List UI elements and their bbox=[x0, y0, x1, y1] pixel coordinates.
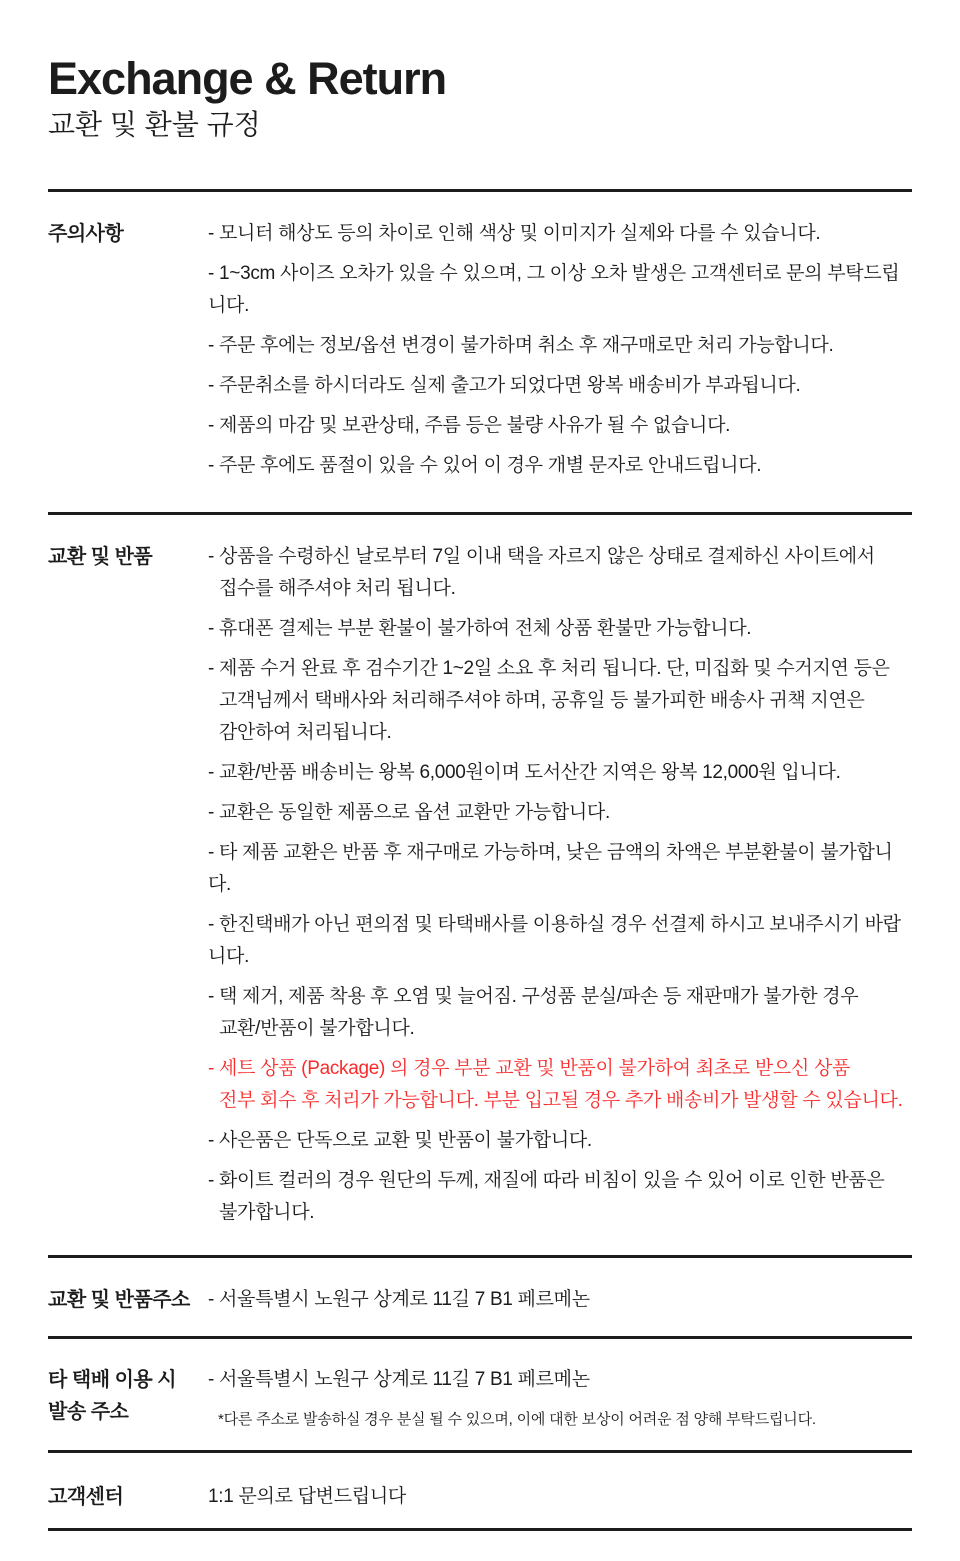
policy-paragraph bbox=[208, 981, 912, 1045]
section-return-address-body bbox=[208, 1284, 912, 1316]
exchange-return-policy-page bbox=[0, 54, 960, 1561]
section-other-courier-body bbox=[208, 1364, 912, 1436]
policy-line: - 한진택배가 아닌 편의점 및 타택배사를 이용하실 경우 선결제 하시고 보내주시기 바랍니다. bbox=[208, 914, 901, 968]
section-exchange-return bbox=[48, 515, 912, 1255]
section-other-courier-label-line1: 타 택배 이용 시 bbox=[48, 1369, 177, 1392]
policy-line: - 주문취소를 하시더라도 실제 출고가 되었다면 왕복 배송비가 부과됩니다. bbox=[208, 375, 801, 397]
courier-address-line: - 서울특별시 노원구 상계로 11길 7 B1 페르메논 bbox=[208, 1369, 590, 1391]
section-exchange-label: 교환 및 반품 bbox=[48, 546, 153, 569]
page-title: Exchange & Return bbox=[48, 53, 447, 104]
section-notice-label: 주의사항 bbox=[48, 223, 124, 246]
policy-paragraph-package-warning bbox=[208, 1053, 912, 1117]
policy-line: - 주문 후에는 정보/옵션 변경이 불가하며 취소 후 재구매로만 처리 가능합니다. bbox=[208, 335, 834, 357]
policy-paragraph bbox=[208, 837, 912, 901]
courier-address-note: *다른 주소로 발송하실 경우 분실 될 수 있으며, 이에 대한 보상이 어려운 점 양해 부탁드립니다. bbox=[218, 1411, 816, 1429]
policy-line: - 타 제품 교환은 반품 후 재구매로 가능하며, 낮은 금액의 차액은 부분환불이 불가합니다. bbox=[208, 842, 893, 896]
policy-paragraph bbox=[208, 1165, 912, 1229]
policy-line: 교환/반품이 불가합니다. bbox=[219, 1018, 415, 1040]
section-customer-center bbox=[48, 1453, 912, 1528]
policy-line: - 휴대폰 결제는 부분 환불이 불가하여 전체 상품 환불만 가능합니다. bbox=[208, 618, 752, 640]
policy-line: 접수를 해주셔야 처리 됩니다. bbox=[219, 578, 456, 600]
section-return-address bbox=[48, 1258, 912, 1336]
policy-line: - 택 제거, 제품 착용 후 오염 및 늘어짐. 구성품 분실/파손 등 재판매가 불가한 경우 bbox=[208, 986, 859, 1008]
policy-line-red: 전부 회수 후 처리가 가능합니다. 부분 입고될 경우 추가 배송비가 발생할 수 있습니다. bbox=[219, 1090, 903, 1112]
section-customer-center-label: 고객센터 bbox=[48, 1486, 124, 1509]
policy-line: - 교환/반품 배송비는 왕복 6,000원이며 도서산간 지역은 왕복 12,000원 입니다. bbox=[208, 762, 841, 784]
policy-line: - 제품 수거 완료 후 검수기간 1~2일 소요 후 처리 됩니다. 단, 미집화 및 수거지연 등은 bbox=[208, 658, 890, 680]
policy-line: - 제품의 마감 및 보관상태, 주름 등은 불량 사유가 될 수 없습니다. bbox=[208, 415, 731, 437]
section-exchange-body bbox=[208, 541, 912, 1229]
policy-line: 불가합니다. bbox=[219, 1202, 315, 1224]
section-other-courier-label bbox=[48, 1364, 208, 1428]
section-other-courier-label-line2: 발송 주소 bbox=[48, 1401, 129, 1424]
policy-line: - 1~3cm 사이즈 오차가 있을 수 있으며, 그 이상 오차 발생은 고객센터로 문의 부탁드립니다. bbox=[208, 263, 900, 317]
section-return-address-label: 교환 및 반품주소 bbox=[48, 1289, 190, 1312]
policy-line: - 화이트 컬러의 경우 원단의 두께, 재질에 따라 비침이 있을 수 있어 이로 인한 반품은 bbox=[208, 1170, 885, 1192]
page-subtitle: 교환 및 환불 규정 bbox=[48, 108, 261, 140]
policy-paragraph bbox=[208, 1125, 912, 1157]
policy-line: - 사은품은 단독으로 교환 및 반품이 불가합니다. bbox=[208, 1130, 592, 1152]
customer-center-line: 1:1 문의로 답변드립니다 bbox=[208, 1486, 406, 1508]
section-customer-center-body bbox=[208, 1481, 912, 1513]
policy-line: 고객님께서 택배사와 처리해주셔야 하며, 공휴일 등 불가피한 배송사 귀책 지연은 bbox=[219, 690, 865, 712]
policy-line: - 모니터 해상도 등의 차이로 인해 색상 및 이미지가 실제와 다를 수 있습니다. bbox=[208, 223, 821, 245]
return-address-line: - 서울특별시 노원구 상계로 11길 7 B1 페르메논 bbox=[208, 1289, 590, 1311]
policy-paragraph bbox=[208, 541, 912, 605]
section-other-courier-address bbox=[48, 1339, 912, 1450]
section-notice bbox=[48, 192, 912, 512]
policy-line: - 상품을 수령하신 날로부터 7일 이내 택을 자르지 않은 상태로 결제하신 사이트에서 bbox=[208, 546, 875, 568]
policy-paragraph bbox=[208, 757, 912, 789]
policy-paragraph bbox=[208, 797, 912, 829]
policy-paragraph bbox=[208, 653, 912, 749]
policy-line: - 교환은 동일한 제품으로 옵션 교환만 가능합니다. bbox=[208, 802, 610, 824]
policy-line-red: - 세트 상품 (Package) 의 경우 부분 교환 및 반품이 불가하여 최초로 받으신 상품 bbox=[208, 1058, 851, 1080]
policy-line: - 주문 후에도 품절이 있을 수 있어 이 경우 개별 문자로 안내드립니다. bbox=[208, 455, 762, 477]
policy-paragraph bbox=[208, 613, 912, 645]
policy-line: 감안하여 처리됩니다. bbox=[219, 722, 392, 744]
section-notice-body bbox=[208, 218, 912, 482]
policy-paragraph bbox=[208, 909, 912, 973]
section-divider bbox=[48, 1528, 912, 1531]
